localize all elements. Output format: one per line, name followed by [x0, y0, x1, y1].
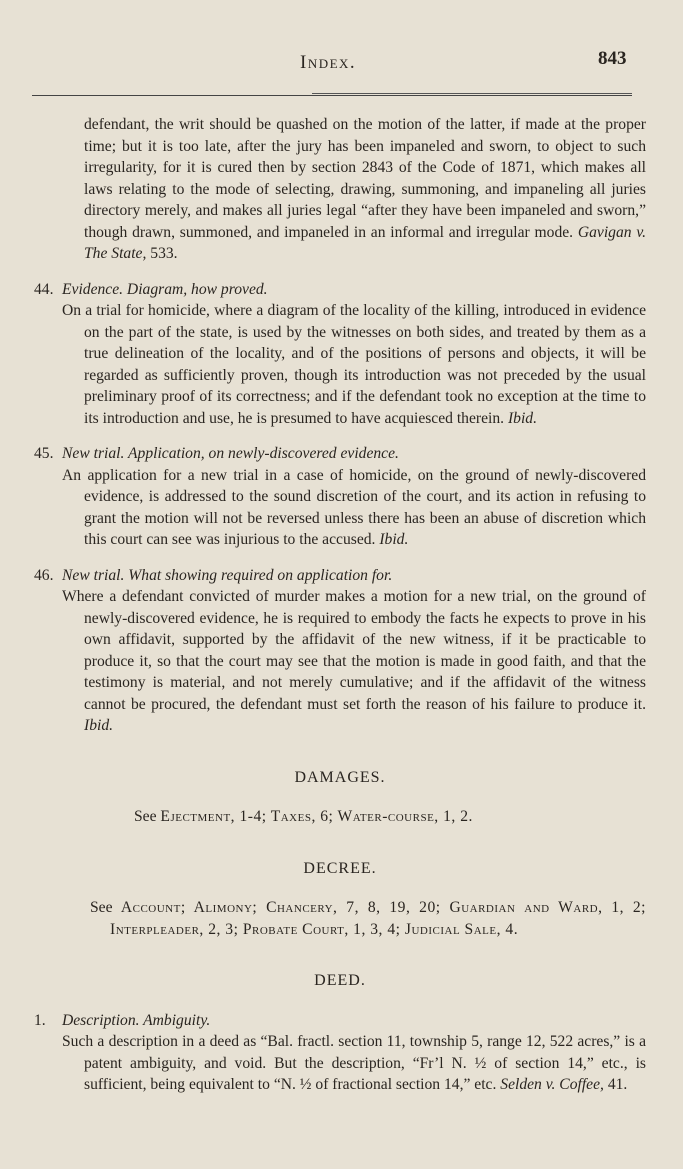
page-header — [0, 48, 683, 78]
index-entry — [34, 1010, 646, 1096]
case-citation: Ibid. — [507, 409, 537, 427]
running-title: Index. — [300, 52, 357, 73]
index-entry — [34, 443, 646, 551]
entry-heading: 44. Evidence. Diagram, how proved. — [34, 280, 268, 298]
section-heading-damages: DAMAGES. — [294, 768, 386, 786]
header-rule — [32, 95, 632, 96]
see-also-decree: See Account; Alimony; Chancery, 7, 8, 19, 20; Guardian and Ward, 1, 2; Interpleader, 2, 3; Probate Court, 1, 3, 4; Judicial Sale, 4. — [90, 899, 646, 938]
section-heading-deed: DEED. — [314, 972, 366, 989]
entry-body: Such a description in a deed as “Bal. fractl. section 11, township 5, range 12, 522 acres,” is a patent ambiguity, and void. But the description, “Fr’l N. ½ of section 14,” etc., is sufficient, being equivalent to “N. ½ of fractional section 14,” etc. Selden v. Coffee, 41. — [62, 1033, 646, 1093]
entry-body: Where a defendant convicted of murder makes a motion for a new trial, on the ground of newly-discovered evidence, he is required to embody the facts he expects to prove in his own affidavit, supported by the affidavit of the new witness, if it be practicable to produce it, so that the court may see that the motion is made in good faith, and that the testimony is material, and not merely cumulative; and if the affidavit of the witness cannot be procured, the defendant must set forth the reason of his failure to produce it. Ibid. — [62, 588, 646, 734]
page-body — [34, 114, 646, 1096]
case-citation: Ibid. — [379, 531, 409, 548]
entry-heading: 46. New trial. What showing required on application for. — [34, 566, 393, 584]
continuation-paragraph: defendant, the writ should be quashed on the motion of the latter, if made at the proper time; but it is too late, after the jury has been impaneled and sworn, to object to such irregularity, for it is cured then by section 2843 of the Code of 1871, which makes all laws relating to the mode of selecting, drawing, summoning, and impaneling all juries directory merely, and makes all juries legal “after they have been impaneled and sworn,” though drawn, summoned, and impaneled in an informal and irregular mode. Gavigan v. The State, 533. — [84, 116, 646, 262]
page-number: 843 — [598, 48, 627, 69]
case-citation: Ibid. — [84, 717, 114, 734]
index-entry — [34, 279, 646, 430]
entry-heading: 1. Description. Ambiguity. — [34, 1011, 211, 1029]
entry-body: An application for a new trial in a case of homicide, on the ground of newly-discovered evidence, is addressed to the sound discretion of the court, and its action in refusing to grant the motion will not be reversed unless there has been an abuse of discretion which this court can see was injurious to the accused. Ibid. — [62, 466, 646, 548]
see-also-damages: See Ejectment, 1-4; Taxes, 6; Water-course, 1, 2. — [134, 808, 473, 825]
section-heading-decree: DECREE. — [303, 859, 377, 877]
entry-body: On a trial for homicide, where a diagram of the locality of the killing, introduced in evidence on the part of the state, is used by the witnesses on both sides, and treated by them as a true delineation of the locality, and of the positions of persons and objects, it will be regarded as sufficiently proven, though its introduction was not preceded by the usual preliminary proof of its correctness; and if the defendant took no exception at the time to its introduction and use, he is presumed to have acquiesced therein. Ibid. — [62, 302, 646, 427]
case-citation: Gavigan v. The State, — [84, 223, 646, 262]
entry-heading: 45. New trial. Application, on newly-discovered evidence. — [34, 445, 399, 462]
index-entry — [34, 565, 646, 737]
case-citation: Selden v. Coffee, — [500, 1076, 604, 1093]
